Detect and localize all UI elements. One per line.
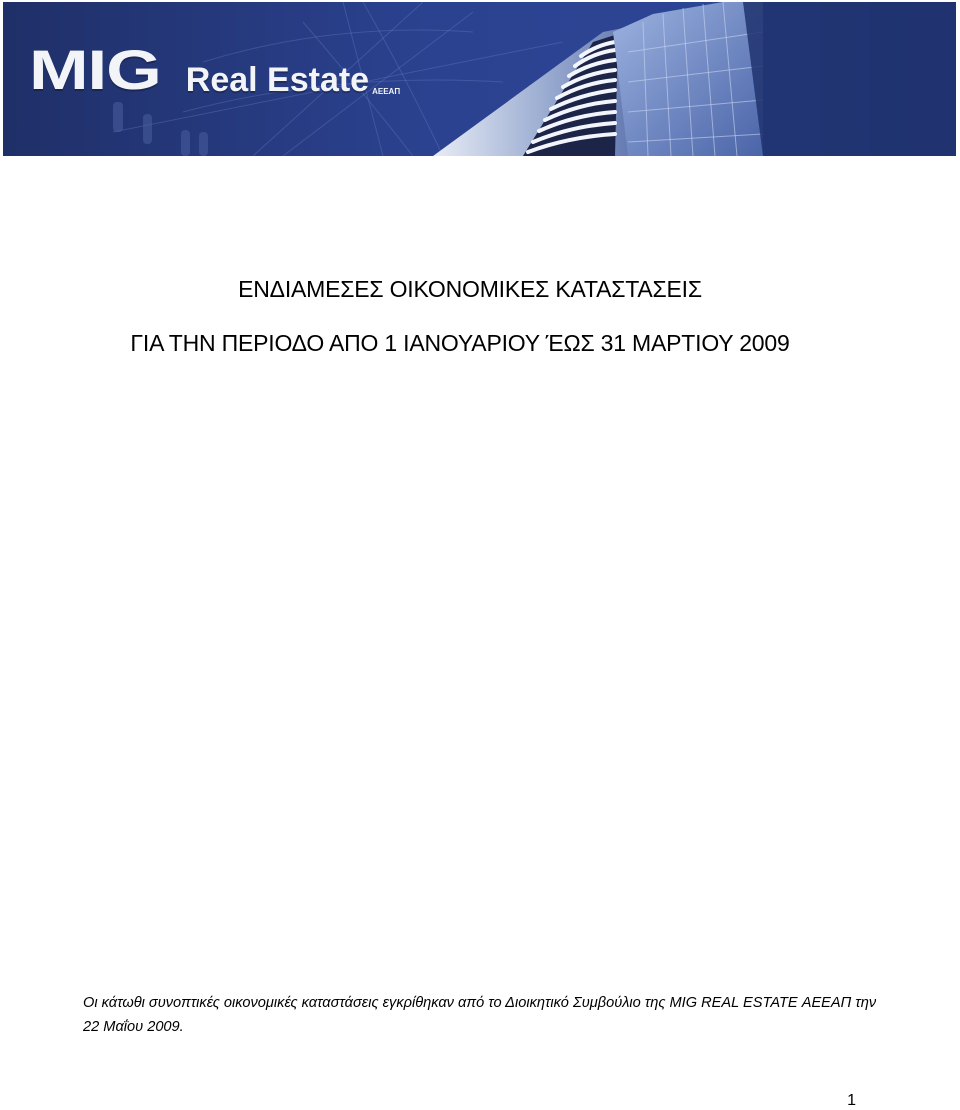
page-number: 1 [847, 1092, 856, 1109]
logo-subtitle-text: ΑΕΕΑΠ [372, 87, 401, 96]
document-title: ΕΝΔΙΑΜΕΣΕΣ ΟΙΚΟΝΟΜΙΚΕΣ ΚΑΤΑΣΤΑΣΕΙΣ [238, 276, 702, 302]
logo-mig-text: MIG [29, 38, 161, 101]
logo-real-estate-text: Real Estate [185, 61, 370, 99]
approval-note: Οι κάτωθι συνοπτικές οικονομικές καταστάσεις εγκρίθηκαν από το Διοικητικό Συμβούλιο της MIG REAL ESTATE ΑΕΕΑΠ την 22 Μαΐου 2009. [83, 995, 877, 1035]
header-banner [3, 2, 956, 156]
document-subtitle-period: ΓΙΑ ΤΗΝ ΠΕΡΙΟΔΟ ΑΠΟ 1 ΙΑΝΟΥΑΡΙΟΥ ΈΩΣ 31 ΜΑΡΤΙΟΥ 2009 [130, 330, 790, 356]
company-logo [29, 38, 401, 101]
